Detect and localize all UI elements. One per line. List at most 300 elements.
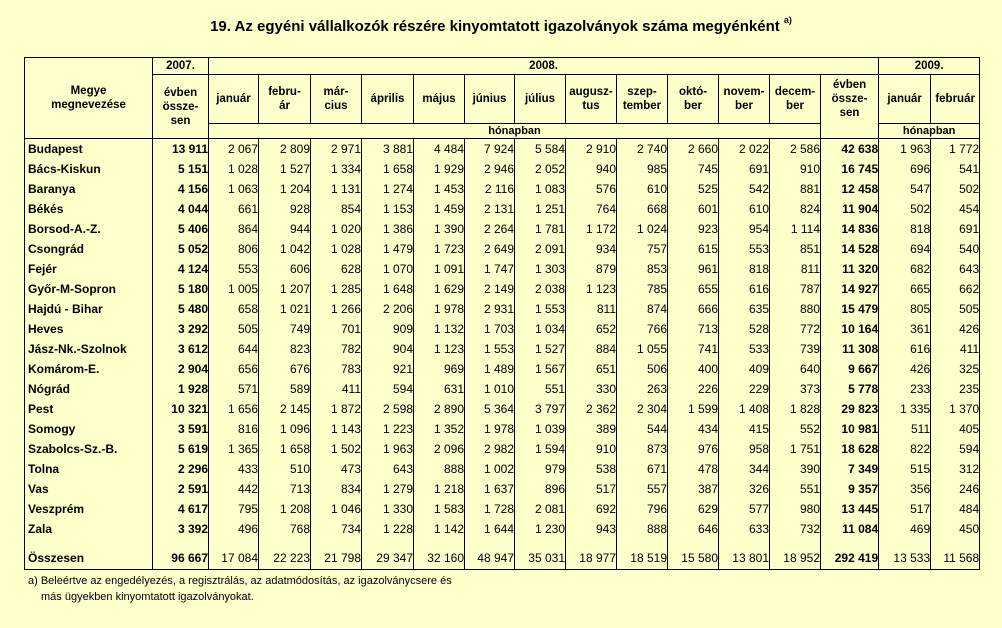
- table-cell: 5 619: [153, 439, 209, 459]
- table-cell: 1 658: [259, 439, 311, 459]
- total-2008-header-line-1: évben: [832, 79, 867, 92]
- table-cell: 1 070: [362, 259, 414, 279]
- table-cell: 692: [566, 499, 617, 519]
- table-cell: 909: [362, 319, 414, 339]
- table-cell: 1 091: [414, 259, 465, 279]
- table-cell: 615: [668, 239, 719, 259]
- table-cell: 1 390: [414, 219, 465, 239]
- table-row: [25, 199, 980, 219]
- table-cell: 1 370: [931, 399, 980, 419]
- table-cell: 1 251: [515, 199, 566, 219]
- table-cell: 816: [209, 419, 259, 439]
- table-cell: 796: [617, 499, 668, 519]
- table-cell: 1 005: [209, 279, 259, 299]
- table-cell: 2 660: [668, 139, 719, 160]
- total-2008-header-line-3: sen: [839, 107, 860, 120]
- table-cell: 1 002: [465, 459, 515, 479]
- table-cell: 1 479: [362, 239, 414, 259]
- table-row: [25, 259, 980, 279]
- table-cell: 540: [931, 239, 980, 259]
- table-cell: 2 296: [153, 459, 209, 479]
- spacer-cell: [668, 539, 719, 547]
- footnote-line-2: más ügyekben kinyomtatott igazolványokat.: [41, 591, 254, 603]
- table-cell: 1 489: [465, 359, 515, 379]
- unit-2009-header: hónapban: [879, 124, 980, 139]
- table-cell: 3 612: [153, 339, 209, 359]
- table-cell: 1 459: [414, 199, 465, 219]
- table-cell: 16 745: [821, 159, 879, 179]
- table-cell: 390: [770, 459, 821, 479]
- table-cell: 818: [719, 259, 770, 279]
- table-cell: 1 963: [879, 139, 931, 160]
- table-cell: 853: [617, 259, 668, 279]
- table-cell: 233: [879, 379, 931, 399]
- table-cell: 2 131: [465, 199, 515, 219]
- table-cell: 601: [668, 199, 719, 219]
- table-cell: 1 028: [209, 159, 259, 179]
- table-cell: 373: [770, 379, 821, 399]
- table-cell: 502: [879, 199, 931, 219]
- spacer-cell: [566, 539, 617, 547]
- table-cell: 5 406: [153, 219, 209, 239]
- table-cell: 1 020: [311, 219, 362, 239]
- table-cell: 2 649: [465, 239, 515, 259]
- table-cell: 553: [719, 239, 770, 259]
- county-name: Heves: [25, 319, 153, 339]
- table-body: [25, 139, 980, 570]
- table-cell: 1 204: [259, 179, 311, 199]
- table-cell: 904: [362, 339, 414, 359]
- county-name: Összesen: [25, 547, 153, 570]
- month-2008-header-line-2: ber: [786, 100, 804, 112]
- table-cell: 888: [414, 459, 465, 479]
- table-cell: 943: [566, 519, 617, 539]
- table-cell: 442: [209, 479, 259, 499]
- table-cell: 713: [259, 479, 311, 499]
- table-cell: 5 480: [153, 299, 209, 319]
- total-2008-header: [821, 75, 879, 124]
- table-cell: 18 977: [566, 547, 617, 570]
- table-cell: 2 809: [259, 139, 311, 160]
- month-2008-header-line-2: tus: [582, 100, 600, 112]
- table-cell: 822: [879, 439, 931, 459]
- footnote-line-1: a) Beleértve az engedélyezés, a regisztrálás, az adatmódosítás, az igazolványcsere és: [28, 575, 452, 587]
- table-cell: 980: [770, 499, 821, 519]
- table-cell: 1 386: [362, 219, 414, 239]
- spacer-cell: [414, 539, 465, 547]
- table-cell: 1 172: [566, 219, 617, 239]
- table-cell: 4 044: [153, 199, 209, 219]
- table-cell: 873: [617, 439, 668, 459]
- table-cell: 22 223: [259, 547, 311, 570]
- table-row: [25, 179, 980, 199]
- table-cell: 389: [566, 419, 617, 439]
- table-cell: 2 149: [465, 279, 515, 299]
- table-cell: 969: [414, 359, 465, 379]
- table-cell: 18 519: [617, 547, 668, 570]
- table-cell: 235: [931, 379, 980, 399]
- table-cell: 1 208: [259, 499, 311, 519]
- spacer-cell: [719, 539, 770, 547]
- table-row: [25, 319, 980, 339]
- table-cell: 229: [719, 379, 770, 399]
- table-cell: 1 747: [465, 259, 515, 279]
- month-2008-header-line-2: ár: [279, 100, 290, 112]
- table-row: [25, 419, 980, 439]
- table-cell: 9 667: [821, 359, 879, 379]
- table-cell: 409: [719, 359, 770, 379]
- table-row: [25, 219, 980, 239]
- table-cell: 48 947: [465, 547, 515, 570]
- county-name: Pest: [25, 399, 153, 419]
- table-cell: 1 207: [259, 279, 311, 299]
- table-cell: 589: [259, 379, 311, 399]
- county-name: Budapest: [25, 139, 153, 160]
- table-cell: 10 164: [821, 319, 879, 339]
- table-cell: 10 321: [153, 399, 209, 419]
- table-cell: 1 055: [617, 339, 668, 359]
- table-cell: 610: [617, 179, 668, 199]
- table-cell: 696: [879, 159, 931, 179]
- table-cell: 1 228: [362, 519, 414, 539]
- table-cell: 387: [668, 479, 719, 499]
- table-cell: 1 352: [414, 419, 465, 439]
- table-cell: 1 131: [311, 179, 362, 199]
- table-cell: 226: [668, 379, 719, 399]
- title-text: 19. Az egyéni vállalkozók részére kinyomtatott igazolványok száma megyénként: [210, 18, 780, 35]
- county-name: Vas: [25, 479, 153, 499]
- table-cell: 1 929: [414, 159, 465, 179]
- spacer-cell: [770, 539, 821, 547]
- table-row: [25, 479, 980, 499]
- table-cell: 5 180: [153, 279, 209, 299]
- table-cell: 884: [566, 339, 617, 359]
- table-cell: 628: [311, 259, 362, 279]
- month-2008-header-line-1: január: [216, 93, 251, 105]
- table-cell: 594: [362, 379, 414, 399]
- table-cell: 934: [566, 239, 617, 259]
- table-cell: 1 010: [465, 379, 515, 399]
- table-row: [25, 339, 980, 359]
- table-cell: 1 453: [414, 179, 465, 199]
- table-cell: 2 598: [362, 399, 414, 419]
- table-cell: 11 904: [821, 199, 879, 219]
- table-cell: 633: [719, 519, 770, 539]
- table-row: [25, 299, 980, 319]
- table-cell: 824: [770, 199, 821, 219]
- table-cell: 434: [668, 419, 719, 439]
- total-2008-unit-cell: [821, 124, 879, 139]
- table-cell: 571: [209, 379, 259, 399]
- county-name: Békés: [25, 199, 153, 219]
- table-cell: 450: [931, 519, 980, 539]
- table-cell: 400: [668, 359, 719, 379]
- table-cell: 502: [931, 179, 980, 199]
- month-2008-header-line-1: novem-: [723, 86, 765, 98]
- table-cell: 2 264: [465, 219, 515, 239]
- table-cell: 976: [668, 439, 719, 459]
- table-cell: 749: [259, 319, 311, 339]
- table-cell: 1 781: [515, 219, 566, 239]
- table-cell: 2 904: [153, 359, 209, 379]
- table-cell: 944: [259, 219, 311, 239]
- table-cell: 651: [566, 359, 617, 379]
- county-name: Szabolcs-Sz.-B.: [25, 439, 153, 459]
- table-cell: 1 279: [362, 479, 414, 499]
- table-row: [25, 499, 980, 519]
- table-cell: 1 408: [719, 399, 770, 419]
- month-2008-header: [414, 75, 465, 124]
- table-cell: 576: [566, 179, 617, 199]
- table-cell: 2 971: [311, 139, 362, 160]
- table-cell: 2 206: [362, 299, 414, 319]
- table-cell: 312: [931, 459, 980, 479]
- unit-2008-header: hónapban: [209, 124, 821, 139]
- table-cell: 544: [617, 419, 668, 439]
- month-2008-header-line-1: július: [524, 93, 556, 105]
- table-cell: 1 334: [311, 159, 362, 179]
- table-cell: 640: [770, 359, 821, 379]
- table-cell: 5 052: [153, 239, 209, 259]
- table-cell: 1 527: [259, 159, 311, 179]
- table-cell: 2 586: [770, 139, 821, 160]
- table-cell: 772: [770, 319, 821, 339]
- table-cell: 782: [311, 339, 362, 359]
- table-cell: 2 591: [153, 479, 209, 499]
- total-2007-line2: össze-: [162, 100, 199, 113]
- table-row: [25, 139, 980, 160]
- county-name: Bács-Kiskun: [25, 159, 153, 179]
- table-cell: 3 881: [362, 139, 414, 160]
- table-cell: 691: [719, 159, 770, 179]
- table-cell: 1 658: [362, 159, 414, 179]
- table-cell: 668: [617, 199, 668, 219]
- table-cell: 3 591: [153, 419, 209, 439]
- table-cell: 3 292: [153, 319, 209, 339]
- total-2007-line3: sen: [170, 114, 191, 127]
- table-cell: 15 580: [668, 547, 719, 570]
- table-cell: 5 584: [515, 139, 566, 160]
- table-cell: 5 364: [465, 399, 515, 419]
- table-cell: 643: [931, 259, 980, 279]
- table-cell: 1 123: [566, 279, 617, 299]
- table-cell: 1 274: [362, 179, 414, 199]
- table-cell: 1 751: [770, 439, 821, 459]
- month-2008-header: [617, 75, 668, 124]
- table-cell: 676: [259, 359, 311, 379]
- table-cell: 2 304: [617, 399, 668, 419]
- table-cell: 1 553: [515, 299, 566, 319]
- footnotes: [28, 573, 452, 605]
- table-cell: 511: [879, 419, 931, 439]
- table-cell: 1 143: [311, 419, 362, 439]
- county-name: Somogy: [25, 419, 153, 439]
- table-cell: 2 946: [465, 159, 515, 179]
- table-cell: 694: [879, 239, 931, 259]
- table-cell: 557: [617, 479, 668, 499]
- table-cell: 606: [259, 259, 311, 279]
- month-2009-header-line-1: február: [935, 93, 975, 105]
- table-cell: 739: [770, 339, 821, 359]
- table-cell: 4 124: [153, 259, 209, 279]
- table-cell: 325: [931, 359, 980, 379]
- total-2007-line1: évben: [163, 86, 198, 99]
- county-name-header: [25, 58, 153, 139]
- county-name: Győr-M-Sopron: [25, 279, 153, 299]
- table-cell: 881: [770, 179, 821, 199]
- table-cell: 1 599: [668, 399, 719, 419]
- table-cell: 541: [931, 159, 980, 179]
- table-row: [25, 439, 980, 459]
- table-cell: 1 728: [465, 499, 515, 519]
- table-cell: 1 772: [931, 139, 980, 160]
- table-cell: 682: [879, 259, 931, 279]
- table-cell: 1 034: [515, 319, 566, 339]
- table-cell: 1 083: [515, 179, 566, 199]
- table-cell: 1 330: [362, 499, 414, 519]
- year-2009-header: 2009.: [879, 58, 980, 75]
- table-cell: 3 392: [153, 519, 209, 539]
- table-cell: 1 527: [515, 339, 566, 359]
- table-cell: 1 218: [414, 479, 465, 499]
- table-cell: 1 978: [465, 419, 515, 439]
- spacer-cell: [362, 539, 414, 547]
- year-2008-header: 2008.: [209, 58, 879, 75]
- table-cell: 923: [668, 219, 719, 239]
- table-cell: 13 911: [153, 139, 209, 160]
- table-cell: 1 594: [515, 439, 566, 459]
- table-cell: 13 801: [719, 547, 770, 570]
- table-cell: 823: [259, 339, 311, 359]
- total-2008-header-line-2: össze-: [831, 93, 868, 106]
- table-cell: 1 266: [311, 299, 362, 319]
- table-cell: 1 644: [465, 519, 515, 539]
- table-row: [25, 359, 980, 379]
- county-name: Zala: [25, 519, 153, 539]
- table-cell: 961: [668, 259, 719, 279]
- table-cell: 665: [879, 279, 931, 299]
- table-cell: 1 553: [465, 339, 515, 359]
- table-cell: 811: [566, 299, 617, 319]
- table-cell: 874: [617, 299, 668, 319]
- table-cell: 2 145: [259, 399, 311, 419]
- spacer-cell: [617, 539, 668, 547]
- spacer-cell: [879, 539, 931, 547]
- table-cell: 701: [311, 319, 362, 339]
- table-cell: 13 533: [879, 547, 931, 570]
- table-cell: 12 458: [821, 179, 879, 199]
- table-cell: 542: [719, 179, 770, 199]
- county-name: Baranya: [25, 179, 153, 199]
- table-cell: 2 982: [465, 439, 515, 459]
- spacer-cell: [515, 539, 566, 547]
- table-cell: 9 357: [821, 479, 879, 499]
- table-cell: 658: [209, 299, 259, 319]
- table-row: [25, 159, 980, 179]
- month-2008-header-line-1: októ-: [678, 86, 708, 98]
- table-cell: 757: [617, 239, 668, 259]
- spacer-cell: [259, 539, 311, 547]
- table-cell: 656: [209, 359, 259, 379]
- table-cell: 921: [362, 359, 414, 379]
- spacer-cell: [311, 539, 362, 547]
- month-2008-header: [362, 75, 414, 124]
- table-cell: 4 617: [153, 499, 209, 519]
- table-cell: 473: [311, 459, 362, 479]
- table-cell: 1 028: [311, 239, 362, 259]
- county-name: Komárom-E.: [25, 359, 153, 379]
- table-cell: 18 952: [770, 547, 821, 570]
- table-cell: 795: [209, 499, 259, 519]
- table-cell: 2 910: [566, 139, 617, 160]
- table-cell: 691: [931, 219, 980, 239]
- month-2008-header: [566, 75, 617, 124]
- table-cell: 538: [566, 459, 617, 479]
- table-cell: 1 872: [311, 399, 362, 419]
- table-cell: 577: [719, 499, 770, 519]
- total-row: [25, 547, 980, 570]
- table-cell: 741: [668, 339, 719, 359]
- table-cell: 2 022: [719, 139, 770, 160]
- table-cell: 662: [931, 279, 980, 299]
- month-2008-header: [770, 75, 821, 124]
- table-cell: 517: [879, 499, 931, 519]
- table-row: [25, 519, 980, 539]
- table-cell: 1 096: [259, 419, 311, 439]
- table-cell: 594: [931, 439, 980, 459]
- month-2008-header: [719, 75, 770, 124]
- table-cell: 2 091: [515, 239, 566, 259]
- table-cell: 666: [668, 299, 719, 319]
- table-cell: 415: [719, 419, 770, 439]
- table-cell: 732: [770, 519, 821, 539]
- table-row: [25, 399, 980, 419]
- month-2008-header-line-1: febru-: [268, 86, 301, 98]
- month-2008-header-line-1: június: [472, 93, 507, 105]
- table-cell: 1 021: [259, 299, 311, 319]
- table-cell: 505: [209, 319, 259, 339]
- table-row: [25, 379, 980, 399]
- county-name: Nógrád: [25, 379, 153, 399]
- table-cell: 616: [719, 279, 770, 299]
- table-cell: 411: [311, 379, 362, 399]
- table-cell: 454: [931, 199, 980, 219]
- table-row: [25, 459, 980, 479]
- table-cell: 11 568: [931, 547, 980, 570]
- table-cell: 854: [311, 199, 362, 219]
- county-header-line2: megnevezése: [51, 99, 126, 111]
- table-cell: 528: [719, 319, 770, 339]
- table-cell: 7 349: [821, 459, 879, 479]
- month-2009-header: [931, 75, 980, 124]
- month-2008-header-line-2: ber: [735, 100, 753, 112]
- table-cell: 326: [719, 479, 770, 499]
- table-cell: 533: [719, 339, 770, 359]
- spacer-cell: [25, 539, 153, 547]
- table-cell: 880: [770, 299, 821, 319]
- table-cell: 469: [879, 519, 931, 539]
- month-2008-header: [515, 75, 566, 124]
- month-2008-header: [311, 75, 362, 124]
- month-2009-header-line-1: január: [887, 93, 922, 105]
- table-cell: 768: [259, 519, 311, 539]
- table-cell: 10 981: [821, 419, 879, 439]
- table-cell: 515: [879, 459, 931, 479]
- table-cell: 2 740: [617, 139, 668, 160]
- table-cell: 671: [617, 459, 668, 479]
- table-cell: 745: [668, 159, 719, 179]
- table-cell: 547: [879, 179, 931, 199]
